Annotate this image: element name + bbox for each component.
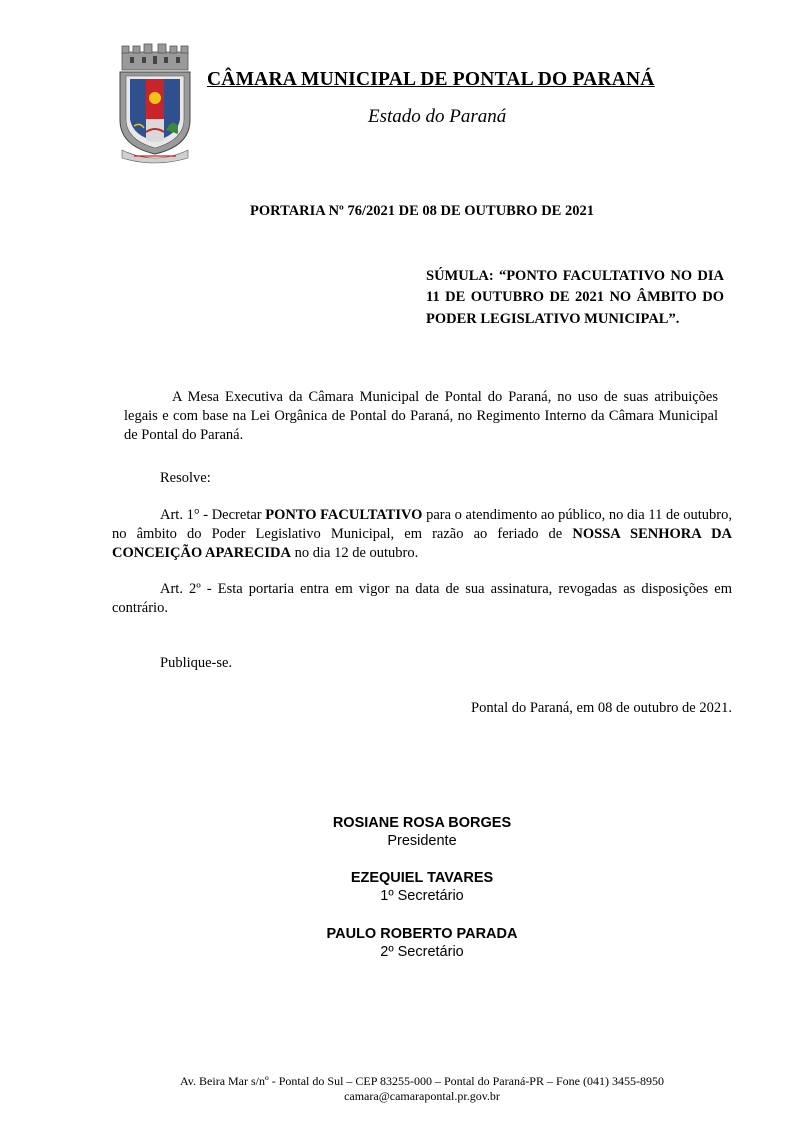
publique-paragraph: Publique-se. [160, 655, 233, 671]
article-1-bold-a: PONTO FACULTATIVO [265, 507, 423, 523]
footer [0, 1074, 794, 1104]
signatory-role: Presidente [387, 833, 457, 849]
signatory-role: 2º Secretário [380, 944, 464, 960]
municipal-coat-of-arms-icon [116, 42, 194, 166]
signature-block [0, 814, 794, 850]
portaria-title: PORTARIA Nº 76/2021 DE 08 DE OUTUBRO DE 2021 [250, 203, 594, 219]
place-date: Pontal do Paraná, em 08 de outubro de 2021. [471, 700, 732, 716]
signatory-role: 1º Secretário [380, 888, 464, 904]
article-1-text-a: Art. 1° - Decretar [160, 507, 266, 523]
article-1 [112, 506, 732, 563]
signature-block [0, 925, 794, 961]
resolve-paragraph: Resolve: [160, 470, 211, 486]
sumula: SÚMULA: “PONTO FACULTATIVO NO DIA 11 DE OUTUBRO DE 2021 NO ÂMBITO DO PODER LEGISLATIVO MUNICIPAL”. [426, 268, 724, 327]
org-title: CÂMARA MUNICIPAL DE PONTAL DO PARANÁ [207, 69, 655, 90]
signatory-name: ROSIANE ROSA BORGES [332, 815, 512, 831]
signatory-name: EZEQUIEL TAVARES [350, 870, 494, 886]
article-1-bold-b: NOSSA SENHORA DA CONCEIÇÃO APARECIDA [112, 526, 733, 561]
intro-paragraph: A Mesa Executiva da Câmara Municipal de Pontal do Paraná, no uso de suas atribuições legais e com base na Lei Orgânica de Pontal do Paraná, no Regimento Interno da Câmara Municipal de Pontal do Paraná. [124, 389, 718, 443]
article-1-text-b: para o atendimento ao público, no dia 11 de outubro, no âmbito do Poder Legislativo Municipal, em razão ao feriado de [112, 507, 732, 542]
footer-email: camara@camarapontal.pr.gov.br [344, 1089, 500, 1103]
signatory-name: PAULO ROBERTO PARADA [326, 926, 518, 942]
signature-block [0, 869, 794, 905]
footer-address: Av. Beira Mar s/nº - Pontal do Sul – CEP 83255-000 – Pontal do Paraná-PR – Fone (041) 3455-8950 [180, 1074, 664, 1088]
article-2: Art. 2º - Esta portaria entra em vigor na data de sua assinatura, revogadas as disposições em contrário. [112, 581, 732, 616]
article-1-text-c: no dia 12 de outubro. [290, 545, 419, 561]
org-subtitle: Estado do Paraná [368, 106, 507, 127]
